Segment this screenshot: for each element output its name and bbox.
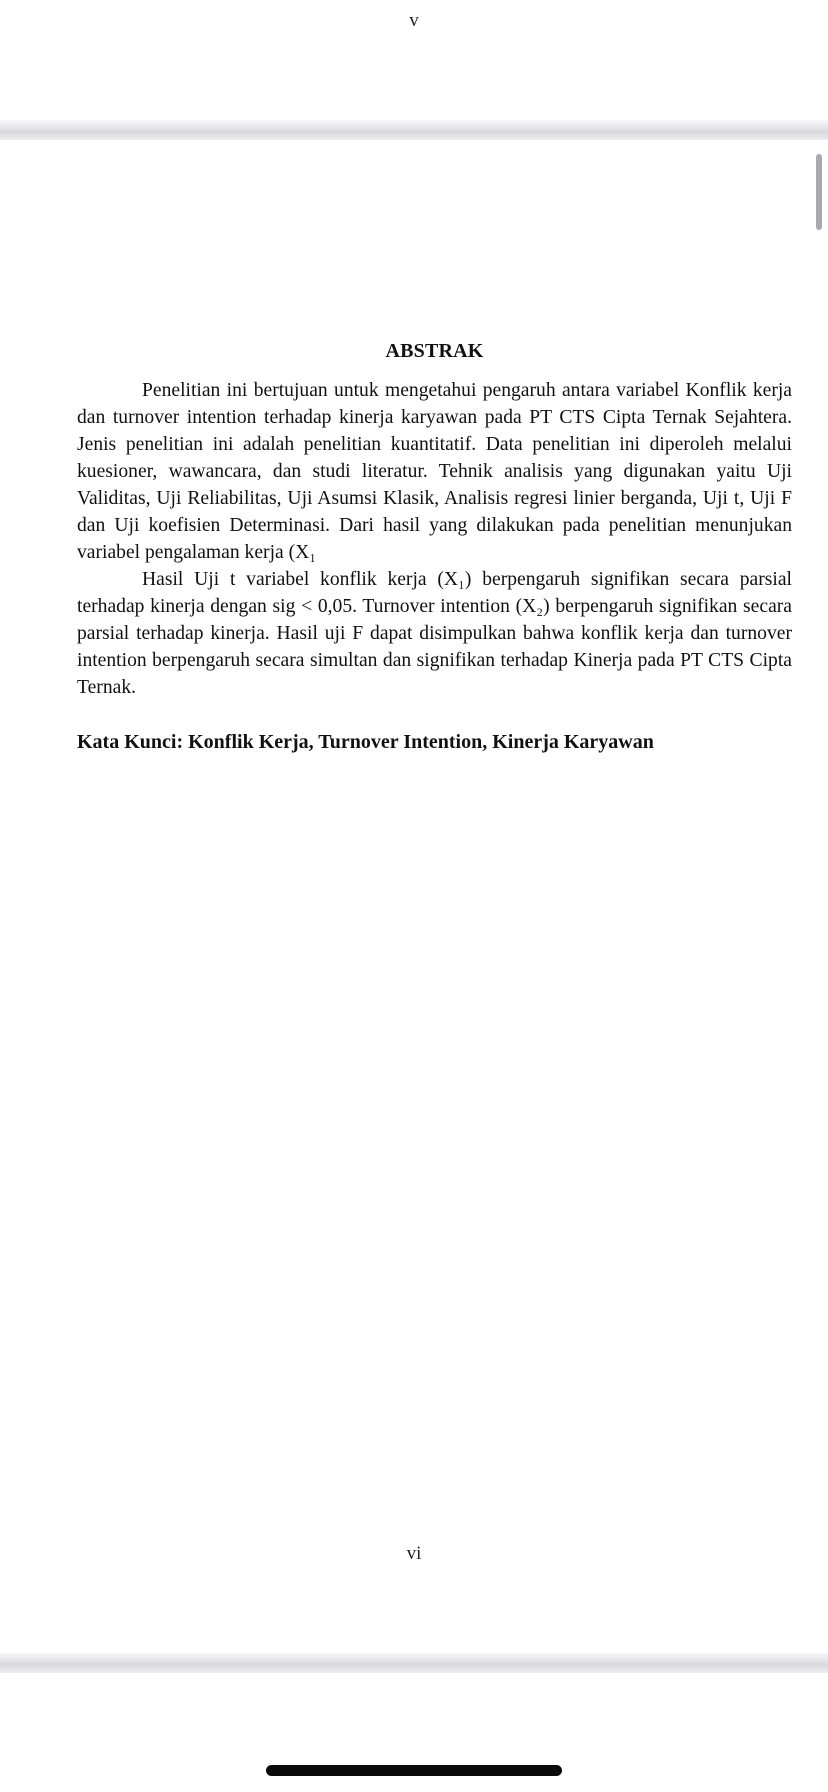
page-separator-bottom <box>0 1653 828 1673</box>
abstract-paragraph-1: Penelitian ini bertujuan untuk mengetahui pengaruh antara variabel Konflik kerja dan turnover intention terhadap kinerja karyawan pada PT CTS Cipta Ternak Sejahtera. Jenis penelitian ini adalah penelitian kuantitatif. Data penelitian ini diperoleh melalui kuesioner, wawancara, dan studi literatur. Tehnik analisis yang digunakan yaitu Uji Validitas, Uji Reliabilitas, Uji Asumsi Klasik, Analisis regresi linier berganda, Uji t, Uji F dan Uji koefisien Determinasi. Dari hasil yang dilakukan pada penelitian menunjukan variabel pengalaman kerja (X₁ <box>77 380 792 563</box>
abstract-section <box>77 340 792 754</box>
previous-page-number: v <box>409 10 419 31</box>
scrollbar-thumb[interactable] <box>816 154 822 230</box>
abstract-paragraph-2: Hasil Uji t variabel konflik kerja (X₁) berpengaruh signifikan secara parsial terhadap kinerja dengan sig < 0,05. Turnover intention (X₂) berpengaruh signifikan secara parsial terhadap kinerja. Hasil uji F dapat disimpulkan bahwa konflik kerja dan turnover intention berpengaruh secara simultan dan signifikan terhadap Kinerja pada PT CTS Cipta Ternak. <box>77 569 792 698</box>
page-separator-top <box>0 120 828 140</box>
abstract-title: ABSTRAK <box>385 340 484 362</box>
keywords-line: Kata Kunci: Konflik Kerja, Turnover Intention, Kinerja Karyawan <box>77 731 654 753</box>
current-page-number: vi <box>406 1543 422 1564</box>
home-indicator[interactable] <box>266 1765 562 1776</box>
